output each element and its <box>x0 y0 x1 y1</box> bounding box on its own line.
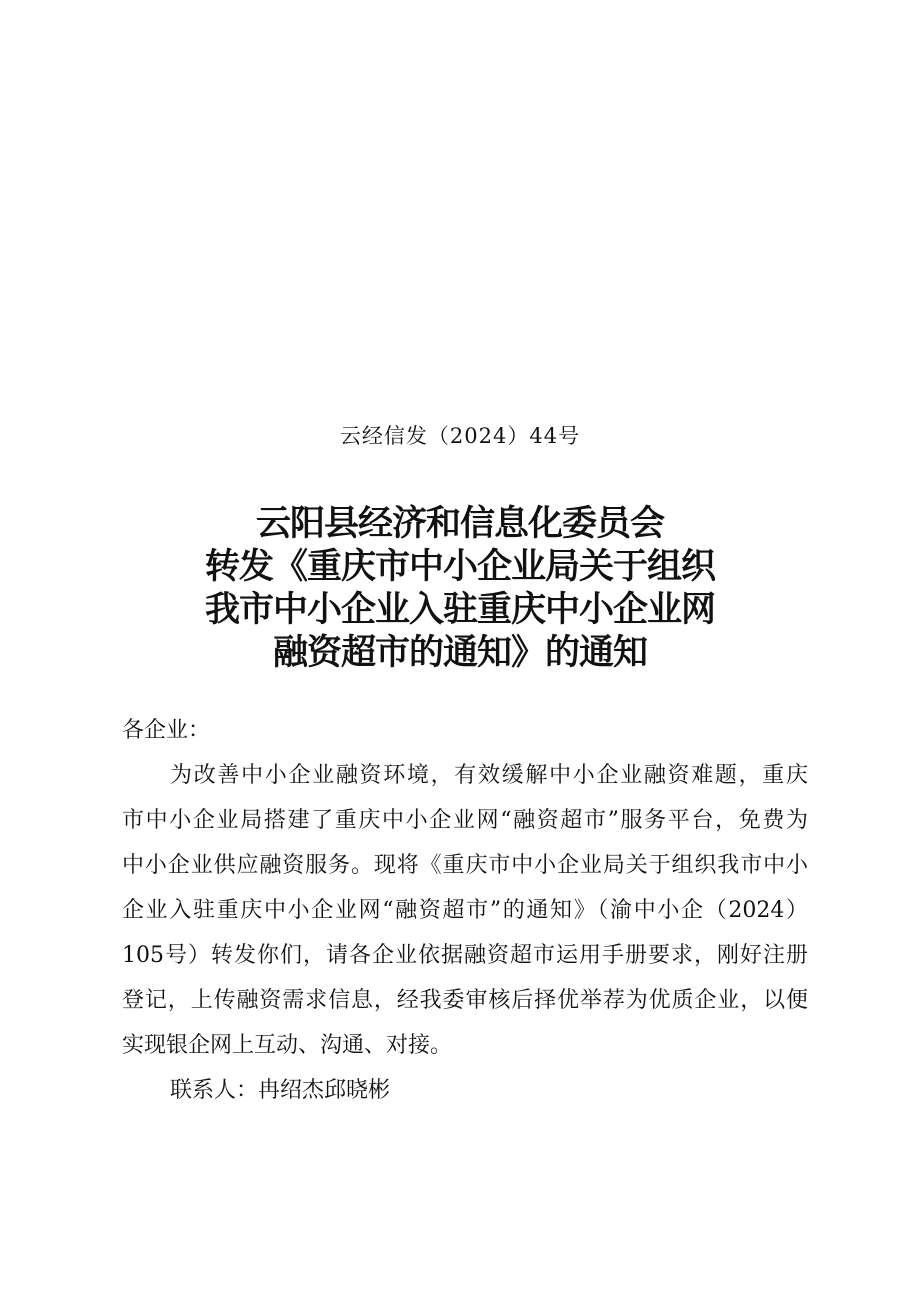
salutation: 各企业： <box>122 718 211 743</box>
document-body <box>122 708 808 1113</box>
title-line-3: 我市中小企业入驻重庆中小企业网 <box>204 590 715 630</box>
paragraph-line-3: 中小企业供应融资服务。现将《重庆市中小企业局关于组织我市中小 <box>122 853 808 878</box>
paragraph-line-1: 为改善中小企业融资环境，有效缓解中小企业融资难题，重庆 <box>170 763 808 788</box>
title-line-2: 转发《重庆市中小企业局关于组织 <box>204 547 715 587</box>
paragraph-line-7: 实现银企网上互动、沟通、对接。 <box>122 1033 453 1058</box>
paragraph-line-2: 市中小企业局搭建了重庆中小企业网“融资超市”服务平台，免费为 <box>122 808 808 833</box>
contact-line: 联系人：冉绍杰邱晓彬 <box>170 1078 391 1103</box>
title-line-1: 云阳县经济和信息化委员会 <box>255 504 664 544</box>
paragraph-line-4: 企业入驻重庆中小企业网“融资超市”的通知》（渝中小企（2024） <box>122 898 808 923</box>
title-line-4: 融资超市的通知》的通知 <box>272 633 647 673</box>
document-title <box>0 503 920 675</box>
document-number: 云经信发（2024）44号 <box>339 424 581 448</box>
main-paragraph <box>122 753 808 1068</box>
paragraph-line-5: 105号）转发你们，请各企业依据融资超市运用手册要求，刚好注册 <box>122 943 808 968</box>
paragraph-line-6: 登记，上传融资需求信息，经我委审核后择优举荐为优质企业，以便 <box>122 988 808 1013</box>
